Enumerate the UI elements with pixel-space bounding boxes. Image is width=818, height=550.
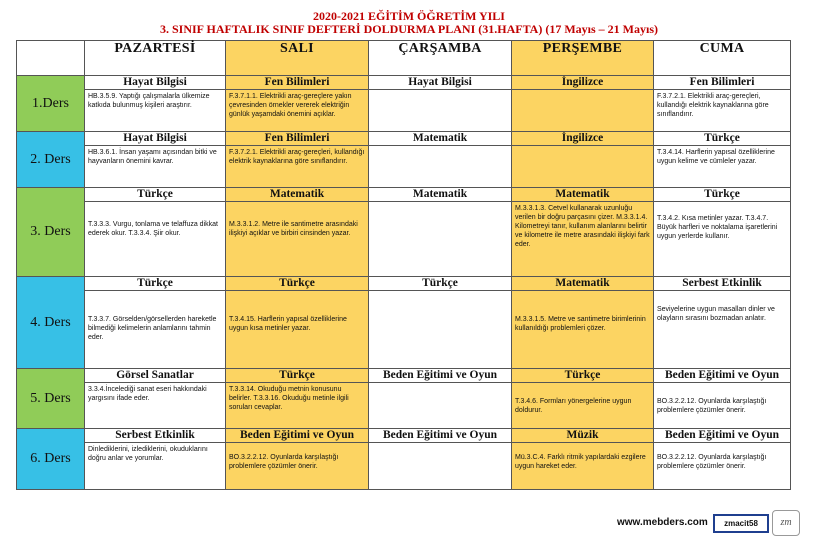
objective-text: BO.3.2.2.12. Oyunlarda karşılaştığı problemlere çözümler önerir. (657, 454, 767, 470)
objective-text (512, 90, 653, 94)
objective-text: Dinlediklerini, izlediklerini, okuduklarını doğru anlar ve yorumlar. (88, 446, 208, 462)
subject-name: Matematik (226, 188, 368, 202)
lesson-label: 6. Ders (17, 429, 85, 490)
day-header-thursday: PERŞEMBE (512, 41, 654, 76)
subject-name: Matematik (369, 132, 511, 146)
lesson-cell (369, 369, 512, 429)
subject-name: Türkçe (226, 369, 368, 383)
objective-text: M.3.3.1.3. Cetvel kullanarak uzunluğu verilen bir doğru parçasını çizer. M.3.3.1.4. Kilometreyi tanır, kullanım alanlarını belirtir ve kilometre ile metre arasındaki ilişkiyi fark eder. (515, 205, 650, 248)
subject-name: Türkçe (512, 369, 653, 383)
lesson-cell (85, 429, 226, 490)
objective-text: T.3.4.6. Formları yönergelerine uygun doldurur. (515, 398, 632, 414)
day-header-wednesday: ÇARŞAMBA (369, 41, 512, 76)
subject-name: Türkçe (85, 277, 225, 291)
objective-text: F.3.7.1.1. Elektrikli araç-gereçlere yakın çevresinden örnekler vererek elektriğin günlük yaşamdaki önemini açıklar. (229, 93, 352, 118)
lesson-label: 5. Ders (17, 369, 85, 429)
lesson-cell (654, 429, 791, 490)
weekly-plan-table (16, 40, 791, 490)
website-link[interactable]: www.mebders.com (617, 517, 708, 528)
lesson-row-2 (17, 132, 791, 188)
lesson-cell (654, 76, 791, 132)
subject-name: Hayat Bilgisi (85, 132, 225, 146)
subject-name: Hayat Bilgisi (369, 76, 511, 90)
lesson-cell (654, 369, 791, 429)
objective-text: F.3.7.2.1. Elektrikli araç-gereçleri, kullandığı elektrik kaynaklarına göre sınıflandırır. (229, 149, 365, 165)
lesson-cell (369, 188, 512, 277)
day-header-tuesday: SALI (226, 41, 369, 76)
lesson-cell (226, 188, 369, 277)
objective-text: HB.3.6.1. İnsan yaşamı açısından bitki ve hayvanların önemini kavrar. (88, 149, 217, 165)
subject-name: Türkçe (226, 277, 368, 291)
objective-text: F.3.7.2.1. Elektrikli araç-gereçleri, kullandığı elektrik kaynaklarına göre sınıflandırır. (657, 93, 769, 118)
subject-name: Türkçe (654, 188, 790, 202)
objective-text: Seviyelerine uygun masalları dinler ve olayların sırasını bozmadan anlatır. (657, 306, 775, 322)
objective-text (369, 443, 511, 447)
objective-text: T.3.4.14. Harflerin yapısal özelliklerine uygun kelime ve cümleler yazar. (657, 149, 775, 165)
lesson-cell (226, 369, 369, 429)
lesson-cell (512, 429, 654, 490)
objective-text (369, 291, 511, 295)
subject-name: Beden Eğitimi ve Oyun (654, 429, 790, 443)
subject-name: Beden Eğitimi ve Oyun (654, 369, 790, 383)
lesson-cell (512, 277, 654, 369)
objective-text: 3.3.4.İncelediği sanat eseri hakkındaki yargısını ifade eder. (88, 386, 207, 402)
lesson-cell (512, 76, 654, 132)
plan-title: 3. SINIF HAFTALIK SINIF DEFTERİ DOLDURMA PLANI (31.HAFTA) (17 Mayıs – 21 Mayıs) (159, 22, 658, 36)
lesson-cell (369, 76, 512, 132)
lesson-label: 1.Ders (17, 76, 85, 132)
subject-name: Müzik (512, 429, 653, 443)
lesson-cell (226, 277, 369, 369)
lesson-cell (85, 369, 226, 429)
subject-name: Fen Bilimleri (226, 76, 368, 90)
lesson-cell (654, 277, 791, 369)
objective-text: T.3.4.15. Harflerin yapısal özelliklerine uygun kısa metinler yazar. (229, 316, 347, 332)
subject-name: İngilizce (512, 132, 653, 146)
objective-text: HB.3.5.9. Yaptığı çalışmalarla ülkemize katkıda bulunmuş kişileri araştırır. (88, 93, 210, 109)
objective-text: BO.3.2.2.12. Oyunlarda karşılaştığı problemlere çözümler önerir. (657, 398, 767, 414)
lesson-cell (512, 188, 654, 277)
author-logo-icon: zm (772, 510, 800, 536)
lesson-cell (654, 132, 791, 188)
lesson-cell (369, 277, 512, 369)
objective-text (369, 202, 511, 206)
subject-name: Fen Bilimleri (654, 76, 790, 90)
lesson-row-1 (17, 76, 791, 132)
lesson-cell (85, 188, 226, 277)
objective-text: T.3.3.7. Görselden/görsellerden hareketle bilmediği kelimelerin anlamlarını tahmin eder. (88, 316, 217, 341)
lesson-cell (85, 132, 226, 188)
lesson-label: 3. Ders (17, 188, 85, 277)
lesson-cell (512, 132, 654, 188)
subject-name: Görsel Sanatlar (85, 369, 225, 383)
lesson-cell (512, 369, 654, 429)
subject-name: Beden Eğitimi ve Oyun (369, 369, 511, 383)
objective-text (369, 146, 511, 150)
lesson-label: 4. Ders (17, 277, 85, 369)
corner-cell (17, 41, 85, 76)
objective-text: Mü.3.C.4. Farklı ritmik yapılardaki ezgilere uygun hareket eder. (515, 454, 646, 470)
subject-name: Matematik (512, 188, 653, 202)
subject-name: Matematik (369, 188, 511, 202)
days-header-row (17, 41, 791, 76)
subject-name: Türkçe (369, 277, 511, 291)
objective-text: T.3.3.3. Vurgu, tonlama ve telaffuza dikkat ederek okur. T.3.3.4. Şiir okur. (88, 221, 218, 237)
lesson-row-6 (17, 429, 791, 490)
subject-name: Serbest Etkinlik (654, 277, 790, 291)
subject-name: Türkçe (654, 132, 790, 146)
lesson-cell (85, 277, 226, 369)
objective-text: T.3.3.14. Okuduğu metnin konusunu belirler. T.3.3.16. Okuduğu metinle ilgili soruları cevaplar. (229, 386, 349, 411)
subject-name: Fen Bilimleri (226, 132, 368, 146)
objective-text: M.3.3.1.5. Metre ve santimetre birimlerinin kullanıldığı problemleri çözer. (515, 316, 646, 332)
year-title: 2020-2021 EĞİTİM ÖĞRETİM YILI (313, 9, 505, 23)
objective-text: T.3.4.2. Kısa metinler yazar. T.3.4.7. Büyük harfleri ve noktalama işaretlerini uygun yerlerde kullanır. (657, 215, 778, 240)
lesson-row-5 (17, 369, 791, 429)
objective-text (369, 90, 511, 94)
lesson-cell (369, 429, 512, 490)
lesson-cell (654, 188, 791, 277)
lesson-label: 2. Ders (17, 132, 85, 188)
subject-name: Beden Eğitimi ve Oyun (226, 429, 368, 443)
lesson-row-4 (17, 277, 791, 369)
subject-name: İngilizce (512, 76, 653, 90)
day-header-monday: PAZARTESİ (85, 41, 226, 76)
lesson-cell (226, 132, 369, 188)
day-header-friday: CUMA (654, 41, 791, 76)
lesson-cell (226, 76, 369, 132)
author-badge: zmacit58 (713, 514, 769, 533)
objective-text: BO.3.2.2.12. Oyunlarda karşılaştığı problemlere çözümler önerir. (229, 454, 339, 470)
lesson-row-3 (17, 188, 791, 277)
subject-name: Hayat Bilgisi (85, 76, 225, 90)
objective-text (512, 146, 653, 150)
subject-name: Türkçe (85, 188, 225, 202)
lesson-cell (369, 132, 512, 188)
objective-text: M.3.3.1.2. Metre ile santimetre arasındaki ilişkiyi açıklar ve birbiri cinsinden yazar. (229, 221, 358, 237)
subject-name: Beden Eğitimi ve Oyun (369, 429, 511, 443)
subject-name: Matematik (512, 277, 653, 291)
lesson-cell (85, 76, 226, 132)
subject-name: Serbest Etkinlik (85, 429, 225, 443)
objective-text (369, 383, 511, 387)
lesson-cell (226, 429, 369, 490)
